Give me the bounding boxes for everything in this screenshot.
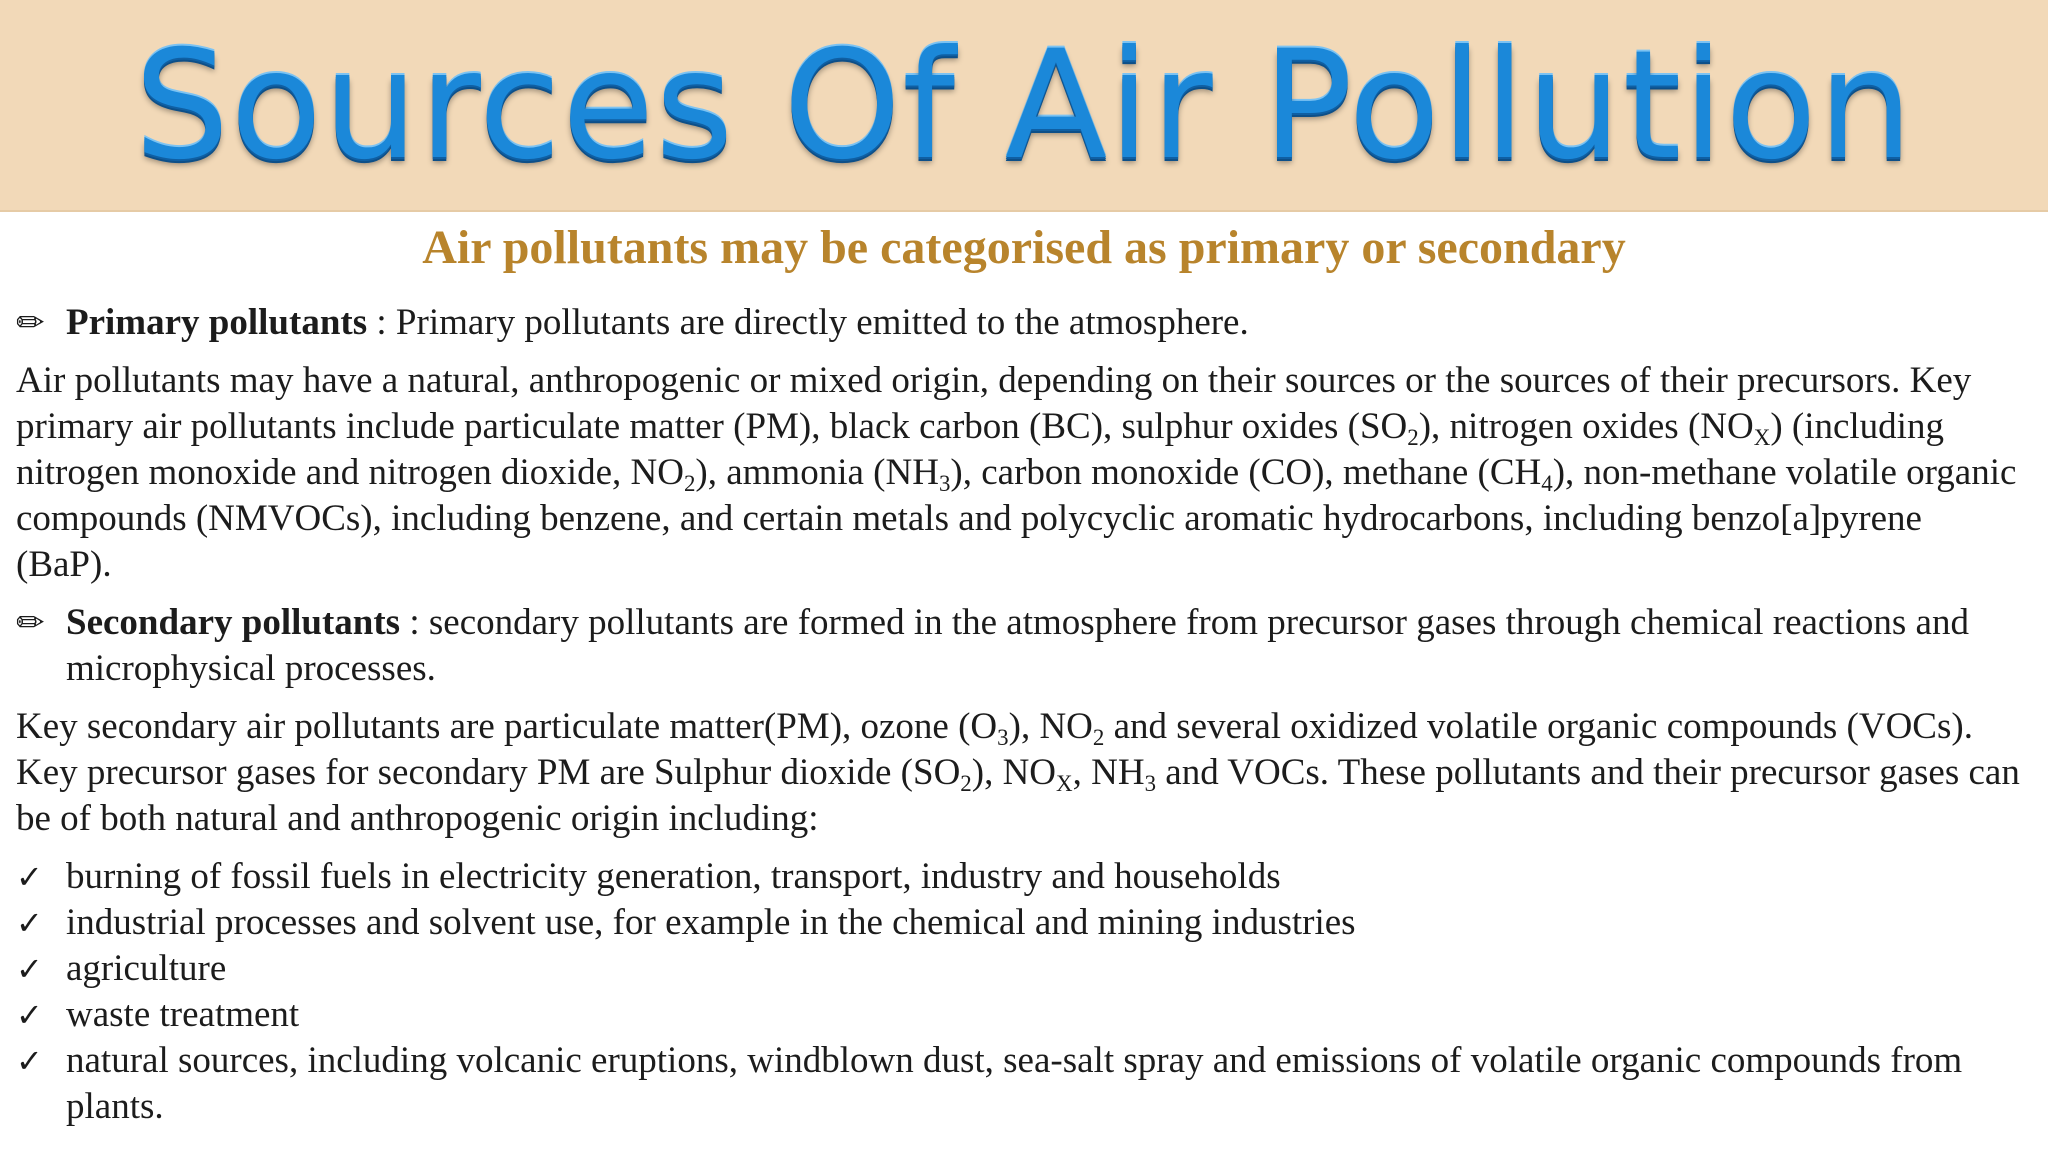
subscript: X bbox=[1056, 770, 1073, 796]
list-item bbox=[16, 854, 2026, 900]
list-item-text: industrial processes and solvent use, for example in the chemical and mining industries bbox=[66, 902, 1356, 943]
primary-origin-text: Air pollutants may have a natural, anthropogenic or mixed origin, depending on their sources or the sources of their precursors. bbox=[16, 360, 1901, 401]
primary-heading: Primary pollutants bbox=[66, 302, 368, 343]
subscript: 2 bbox=[1407, 424, 1419, 450]
pencil-icon: ✏ bbox=[16, 303, 45, 343]
sources-list bbox=[16, 854, 2026, 1130]
primary-definition: Primary pollutants are directly emitted to the atmosphere. bbox=[395, 302, 1249, 343]
list-item bbox=[16, 1038, 2026, 1130]
primary-key-text-3: ) (including nitrogen monoxide and nitrogen dioxide, NO bbox=[16, 406, 1944, 493]
primary-key-text-6: ), non-methane volatile organic compounds (NMVOCs), including benzene, and certain metals and polycyclic aromatic hydrocarbons, including benzo[a]pyrene (BaP). bbox=[16, 452, 2017, 585]
list-item-text: burning of fossil fuels in electricity generation, transport, industry and households bbox=[66, 856, 1281, 897]
secondary-definition: secondary pollutants are formed in the atmosphere from precursor gases through chemical reactions and microphysical processes. bbox=[66, 602, 1969, 689]
secondary-text-6: and VOCs. These pollutants and their precursor gases can be of both natural and anthropogenic origin including: bbox=[16, 752, 2020, 839]
secondary-pollutants-item bbox=[16, 600, 2026, 692]
slide-content bbox=[16, 300, 2026, 1130]
secondary-text-3: and several oxidized volatile organic compounds (VOCs). Key precursor gases for secondary PM are Sulphur dioxide (SO bbox=[16, 706, 1973, 793]
subscript: 2 bbox=[960, 770, 972, 796]
secondary-text-2: ), NO bbox=[1008, 706, 1093, 747]
primary-key-text-1: Key primary air pollutants include particulate matter (PM), black carbon (BC), sulphur oxides (SO bbox=[16, 360, 1972, 447]
secondary-text-5: , NH bbox=[1072, 752, 1145, 793]
checkmark-icon: ✓ bbox=[16, 1042, 43, 1080]
list-item-text: agriculture bbox=[66, 948, 227, 989]
primary-key-text-2: ), nitrogen oxides (NO bbox=[1418, 406, 1754, 447]
subscript: 2 bbox=[1092, 724, 1105, 750]
subscript: X bbox=[1753, 424, 1771, 450]
checkmark-icon: ✓ bbox=[16, 950, 43, 988]
secondary-separator: : bbox=[400, 602, 429, 643]
secondary-heading: Secondary pollutants bbox=[66, 602, 401, 643]
checkmark-icon: ✓ bbox=[16, 904, 43, 942]
secondary-text-4: ), NO bbox=[971, 752, 1057, 793]
list-item-text: waste treatment bbox=[66, 994, 300, 1035]
primary-key-text-5: ), carbon monoxide (CO), methane (CH bbox=[950, 452, 1542, 493]
list-item bbox=[16, 900, 2026, 946]
subtitle: Air pollutants may be categorised as primary or secondary bbox=[422, 221, 1626, 274]
list-item-text: natural sources, including volcanic eruptions, windblown dust, sea-salt spray and emissions of volatile organic compounds from plants. bbox=[66, 1040, 1963, 1127]
checkmark-icon: ✓ bbox=[16, 996, 43, 1034]
primary-origin-paragraph bbox=[16, 358, 2026, 588]
subscript: 2 bbox=[683, 470, 696, 496]
primary-separator: : bbox=[367, 302, 396, 343]
primary-pollutants-item bbox=[16, 300, 2026, 346]
secondary-text-1: Key secondary air pollutants are particulate matter(PM), ozone (O bbox=[16, 706, 998, 747]
subscript: 3 bbox=[938, 470, 951, 496]
primary-key-text-4: ), ammonia (NH bbox=[695, 452, 939, 493]
subscript: 3 bbox=[1144, 770, 1157, 796]
subscript: 3 bbox=[997, 724, 1009, 750]
subscript: 4 bbox=[1541, 470, 1553, 496]
secondary-paragraph bbox=[16, 704, 2026, 842]
pencil-icon: ✏ bbox=[16, 603, 45, 643]
checkmark-icon: ✓ bbox=[16, 858, 43, 896]
list-item bbox=[16, 946, 2026, 992]
page-title: Sources Of Air Pollution bbox=[134, 19, 1914, 193]
list-item bbox=[16, 992, 2026, 1038]
